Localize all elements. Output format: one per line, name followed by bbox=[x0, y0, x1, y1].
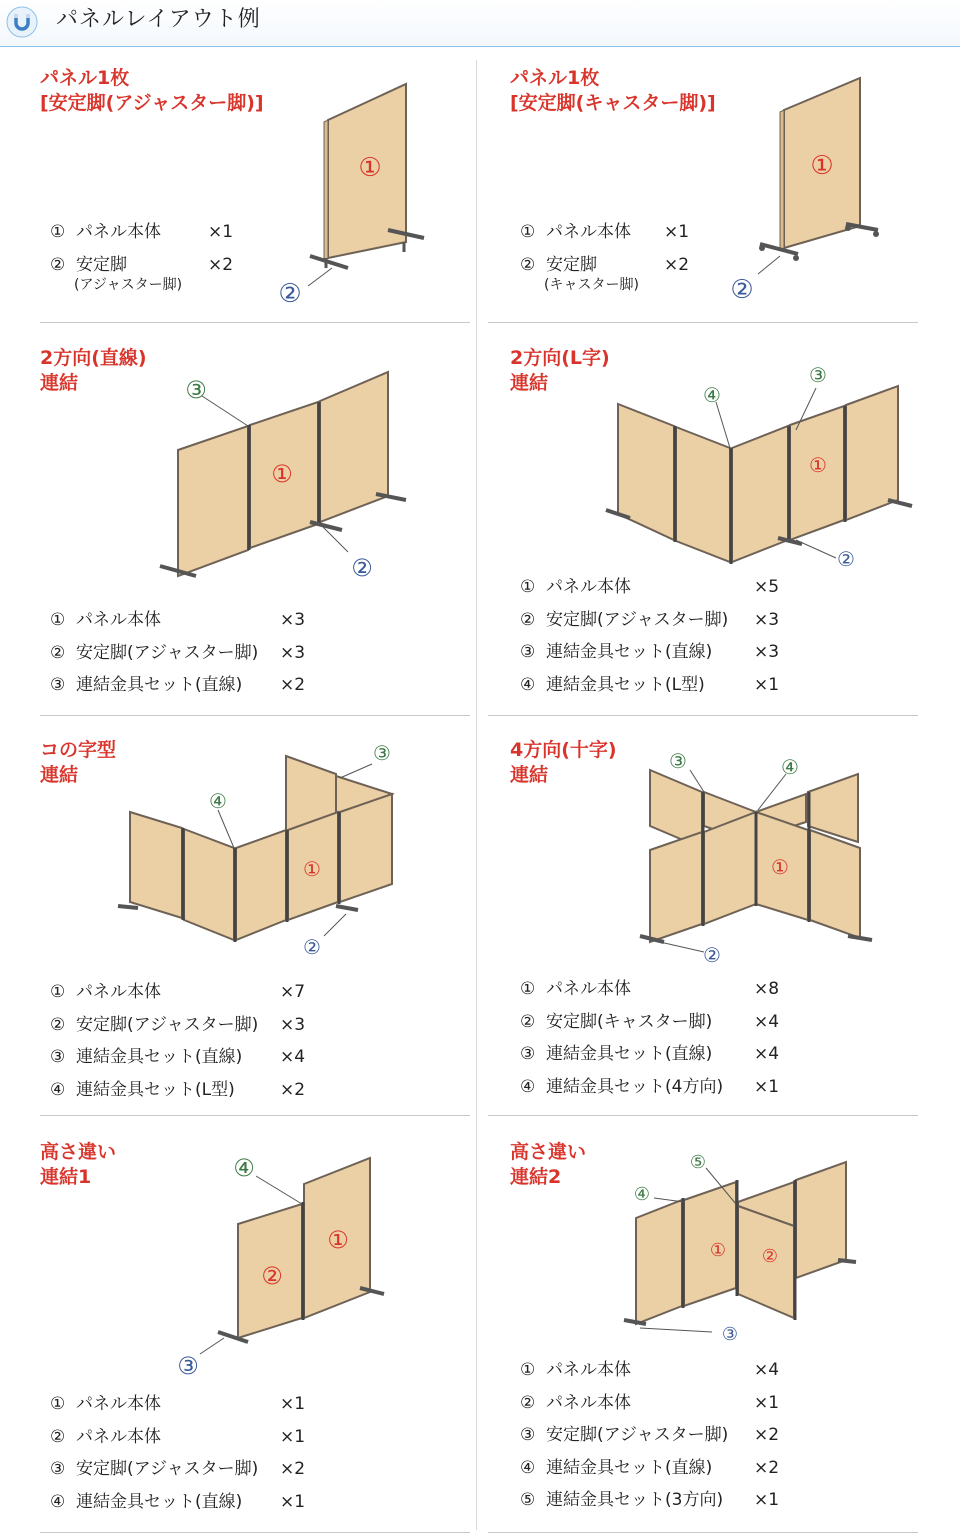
parts-list-item: ④ 連結金具セット(L型) ×1 bbox=[520, 674, 780, 695]
callout-4 bbox=[703, 383, 721, 407]
section-title: 高さ違い 連結1 bbox=[40, 1141, 117, 1188]
svg-text:①: ① bbox=[358, 153, 382, 183]
parts-list-item: ① パネル本体 ×8 bbox=[520, 979, 780, 999]
svg-text:③: ③ bbox=[809, 364, 827, 387]
callout-4 bbox=[781, 755, 799, 779]
callout-3 bbox=[669, 749, 687, 773]
layout-4way-cross bbox=[510, 738, 940, 1108]
callout-4 bbox=[634, 1184, 650, 1205]
callout-1 bbox=[327, 1226, 349, 1254]
svg-text:③: ③ bbox=[373, 741, 391, 765]
layout-u-shape bbox=[40, 738, 470, 1108]
parts-list bbox=[50, 976, 340, 1106]
callout-1 bbox=[809, 453, 827, 477]
panel-illustration bbox=[150, 370, 450, 590]
page-title: パネルレイアウト例 bbox=[56, 7, 261, 32]
magnet-icon bbox=[6, 6, 38, 38]
svg-text:③: ③ bbox=[177, 1352, 199, 1380]
callout-3 bbox=[177, 1352, 199, 1380]
svg-text:③: ③ bbox=[185, 376, 207, 404]
parts-list-item: ③ 連結金具セット(直線) ×4 bbox=[520, 1044, 780, 1064]
svg-text:③: ③ bbox=[721, 1324, 739, 1345]
panel-illustration bbox=[620, 1144, 860, 1354]
parts-list-item: ① パネル本体 ×1 bbox=[520, 222, 690, 242]
parts-list-item: ① パネル本体 ×5 bbox=[520, 577, 780, 597]
parts-list-item: ② パネル本体 ×1 bbox=[520, 1392, 780, 1413]
callout-2 bbox=[303, 935, 321, 959]
panel-illustration bbox=[110, 738, 450, 968]
callout-4 bbox=[233, 1154, 255, 1182]
parts-list-item: ② 安定脚(キャスター脚) ×4 bbox=[520, 1011, 780, 1032]
parts-list-item: ② 安定脚(アジャスター脚) ×3 bbox=[520, 609, 780, 630]
parts-list-item: ③ 連結金具セット(直線) ×2 bbox=[50, 675, 306, 695]
section-title: 2方向(直線) 連結 bbox=[40, 347, 147, 394]
panel-illustration bbox=[160, 1148, 400, 1384]
svg-text:④: ④ bbox=[781, 755, 799, 779]
layout-single-adjuster bbox=[40, 66, 470, 316]
svg-text:④: ④ bbox=[209, 789, 227, 813]
row-divider bbox=[488, 1532, 918, 1533]
svg-text:②: ② bbox=[303, 935, 321, 959]
svg-text:①: ① bbox=[771, 855, 789, 879]
section-title: 4方向(十字) 連結 bbox=[510, 739, 617, 786]
section-title: コの字型 連結 bbox=[40, 739, 117, 786]
callout-3 bbox=[722, 1324, 738, 1345]
parts-list-item: ③ 連結金具セット(直線) ×4 bbox=[50, 1047, 306, 1067]
callout-3 bbox=[373, 741, 391, 765]
callout-1 bbox=[710, 1240, 726, 1261]
parts-list-item: ① パネル本体 ×7 bbox=[50, 982, 306, 1002]
section-title: パネル1枚 [安定脚(キャスター脚)] bbox=[510, 67, 716, 114]
parts-list-item: ④ 連結金具セット(直線) ×2 bbox=[520, 1457, 780, 1478]
parts-list-item: ④ 連結金具セット(直線) ×1 bbox=[50, 1491, 306, 1512]
page-header bbox=[0, 0, 960, 47]
callout-3 bbox=[185, 376, 207, 404]
svg-text:①: ① bbox=[809, 453, 827, 477]
svg-text:③: ③ bbox=[669, 749, 687, 773]
svg-text:②: ② bbox=[730, 275, 754, 305]
section-title: パネル1枚 [安定脚(アジャスター脚)] bbox=[40, 67, 264, 114]
row-divider bbox=[40, 322, 470, 323]
svg-text:①: ① bbox=[271, 460, 293, 488]
svg-text:④: ④ bbox=[703, 383, 721, 407]
svg-text:②: ② bbox=[703, 943, 721, 967]
parts-list-item: ③ 安定脚(アジャスター脚) ×2 bbox=[520, 1425, 780, 1445]
row-divider bbox=[40, 1532, 470, 1533]
callout-1 bbox=[358, 153, 381, 183]
svg-text:④: ④ bbox=[633, 1184, 651, 1205]
panel-illustration bbox=[270, 76, 470, 306]
svg-text:②: ② bbox=[351, 554, 373, 582]
parts-list bbox=[50, 604, 340, 702]
parts-list-item: ① パネル本体 ×1 bbox=[50, 1394, 306, 1414]
layout-2way-straight bbox=[40, 346, 470, 706]
callout-1 bbox=[810, 151, 833, 181]
svg-text:④: ④ bbox=[233, 1154, 255, 1182]
layout-single-caster bbox=[510, 66, 940, 316]
parts-list-item: ① パネル本体 ×3 bbox=[50, 610, 306, 630]
svg-text:⑤: ⑤ bbox=[689, 1152, 707, 1173]
row-divider bbox=[488, 715, 918, 716]
column-divider bbox=[476, 60, 477, 1530]
parts-list bbox=[520, 1354, 810, 1517]
panel-illustration bbox=[730, 76, 930, 306]
svg-text:②: ② bbox=[761, 1246, 779, 1267]
parts-list-item: ④ 連結金具セット(4方向) ×1 bbox=[520, 1076, 780, 1097]
callout-1 bbox=[271, 460, 293, 488]
parts-list-item: ① パネル本体 ×1 bbox=[50, 222, 234, 242]
svg-text:①: ① bbox=[327, 1226, 349, 1254]
item-sub-label: (アジャスター脚) bbox=[74, 277, 183, 293]
callout-2 bbox=[837, 547, 855, 571]
callout-1 bbox=[303, 857, 321, 881]
row-divider bbox=[488, 1115, 918, 1116]
svg-text:②: ② bbox=[261, 1262, 283, 1290]
callout-2 bbox=[278, 279, 301, 306]
row-divider bbox=[40, 1115, 470, 1116]
svg-text:②: ② bbox=[837, 547, 855, 571]
callout-5 bbox=[690, 1152, 706, 1173]
parts-list bbox=[520, 973, 810, 1103]
section-title: 高さ違い 連結2 bbox=[510, 1141, 587, 1188]
callout-2 bbox=[762, 1246, 778, 1267]
parts-list-item: ③ 連結金具セット(直線) ×3 bbox=[520, 642, 780, 662]
parts-list-item: ① パネル本体 ×4 bbox=[520, 1360, 780, 1380]
panel-illustration bbox=[620, 746, 880, 971]
parts-list bbox=[50, 1388, 340, 1518]
svg-text:②: ② bbox=[278, 279, 302, 306]
parts-list-item: ② 安定脚(アジャスター脚) ×3 bbox=[50, 1014, 306, 1035]
callout-2 bbox=[261, 1262, 283, 1290]
layout-2way-l bbox=[510, 346, 940, 706]
callout-1 bbox=[771, 855, 789, 879]
callout-4 bbox=[209, 789, 227, 813]
parts-list-item: ② 安定脚(アジャスター脚) ×3 bbox=[50, 642, 306, 663]
svg-text:①: ① bbox=[810, 151, 834, 181]
layout-height-diff-2 bbox=[510, 1140, 940, 1525]
section-title: 2方向(L字) 連結 bbox=[510, 347, 610, 394]
parts-list-item: ② 安定脚 ×2 bbox=[520, 254, 690, 275]
parts-list bbox=[520, 571, 810, 701]
parts-list-item: ② パネル本体 ×1 bbox=[50, 1426, 306, 1447]
parts-list-item: ② 安定脚 ×2 bbox=[50, 254, 234, 275]
parts-list-item: ④ 連結金具セット(L型) ×2 bbox=[50, 1079, 306, 1100]
callout-2 bbox=[703, 943, 721, 967]
row-divider bbox=[488, 322, 918, 323]
svg-text:①: ① bbox=[303, 857, 321, 881]
parts-list-item: ⑤ 連結金具セット(3方向) ×1 bbox=[520, 1490, 780, 1510]
parts-list-item: ③ 安定脚(アジャスター脚) ×2 bbox=[50, 1459, 306, 1479]
layout-height-diff-1 bbox=[40, 1140, 470, 1525]
row-divider bbox=[40, 715, 470, 716]
item-sub-label: (キャスター脚) bbox=[544, 277, 639, 293]
callout-2 bbox=[351, 554, 373, 582]
parts-list bbox=[50, 216, 270, 293]
callout-3 bbox=[809, 364, 827, 387]
panel-illustration bbox=[600, 364, 920, 584]
parts-list bbox=[520, 216, 740, 293]
svg-text:①: ① bbox=[709, 1240, 727, 1261]
